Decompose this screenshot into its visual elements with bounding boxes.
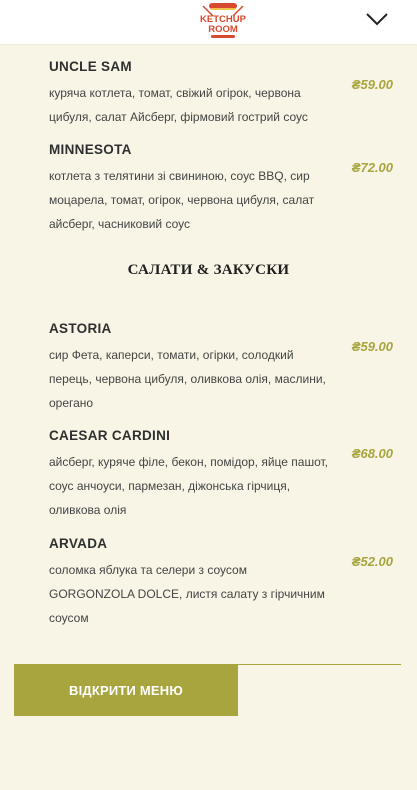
item-price: ₴52.00 <box>351 554 393 569</box>
item-price: ₴59.00 <box>351 339 393 354</box>
item-name: CAESAR CARDINI <box>49 428 171 443</box>
menu-item <box>49 536 409 630</box>
item-price: ₴72.00 <box>351 160 393 175</box>
section-title: САЛАТИ & ЗАКУСКИ <box>127 262 290 278</box>
item-price: ₴59.00 <box>351 77 393 92</box>
open-menu-button[interactable]: ВІДКРИТИ МЕНЮ <box>14 665 238 716</box>
item-description: куряча котлета, томат, свіжий огірок, червона цибуля, салат Айсберг, фірмовий гострий соус <box>49 86 308 124</box>
menu-item <box>49 321 409 415</box>
item-name: MINNESOTA <box>49 142 132 157</box>
item-price: ₴68.00 <box>351 446 393 461</box>
menu-item <box>49 428 409 522</box>
item-description: котлета з телятини зі свининою, соус BBQ, сир моцарела, томат, огірок, червона цибуля, салат айсберг, часниковий соус <box>49 169 315 231</box>
chevron-down-icon[interactable] <box>364 8 390 30</box>
logo-line2: ROOM <box>208 24 238 35</box>
item-description: айсберг, куряче філе, бекон, помідор, яйце пашот, соус анчоуси, пармезан, діжонська гірчиця, оливкова олія <box>49 455 328 517</box>
item-name: UNCLE SAM <box>49 59 132 74</box>
menu-item <box>49 59 409 129</box>
item-name: ASTORIA <box>49 321 112 336</box>
header <box>0 0 417 44</box>
ketchup-room-logo[interactable] <box>199 2 247 42</box>
logo-line1: KETCHUP <box>200 14 246 25</box>
item-name: ARVADA <box>49 536 108 551</box>
item-description: соломка яблука та селери з соусом GORGONZOLA DOLCE, листя салату з гірчичним соусом <box>49 563 325 625</box>
menu-item <box>49 142 409 236</box>
item-description: сир Фета, каперси, томати, огірки, солодкий перець, червона цибуля, оливкова олія, маслини, орегано <box>49 348 326 410</box>
